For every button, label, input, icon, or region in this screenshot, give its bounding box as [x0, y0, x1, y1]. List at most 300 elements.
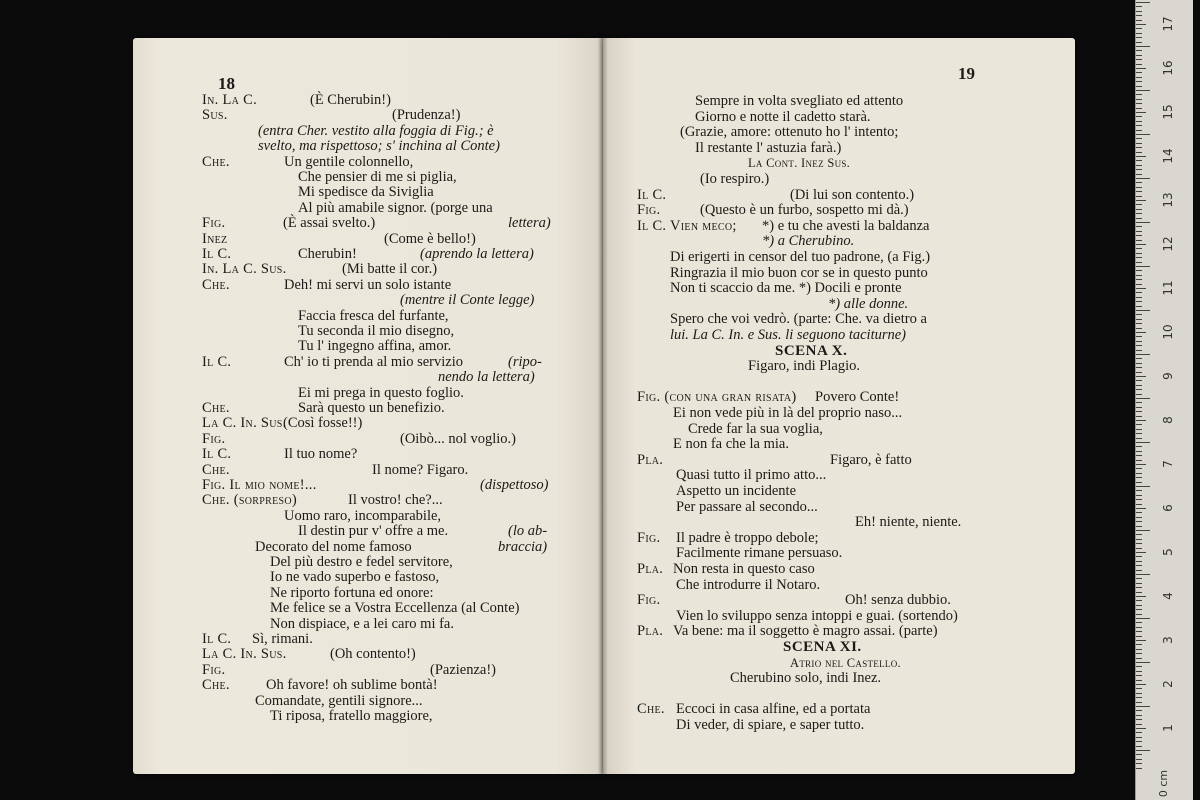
- ruler-tick: [1136, 631, 1142, 632]
- ruler-tick: [1136, 72, 1142, 73]
- speaker-label: Che.: [202, 461, 230, 478]
- verse-line: Il nome? Figaro.: [372, 461, 469, 478]
- ruler-tick: [1136, 253, 1142, 254]
- ruler-tick: [1136, 424, 1142, 425]
- ruler-tick: [1136, 530, 1150, 531]
- ruler-tick: [1136, 468, 1142, 469]
- scene-heading: SCENA X.: [775, 342, 848, 359]
- speaker-label: Inez: [202, 230, 228, 247]
- ruler-tick: [1136, 187, 1142, 188]
- verse-line: (Così fosse!!): [283, 415, 363, 432]
- speaker-label: In. La C.: [202, 92, 258, 108]
- ruler-tick: [1136, 108, 1142, 109]
- ruler-tick: [1136, 191, 1142, 192]
- ruler-tick: [1136, 732, 1142, 733]
- verse-line: Non ti scaccio da me. *) Docili e pronte: [670, 280, 902, 297]
- ruler-label: 12: [1161, 236, 1175, 252]
- ruler-tick: [1136, 314, 1142, 315]
- ruler-tick: [1136, 556, 1142, 557]
- verse-line: Tu l' ingegno affina, amor.: [298, 338, 452, 355]
- ruler-tick: [1136, 402, 1142, 403]
- verse-line: Sempre in volta svegliato ed attento: [695, 93, 904, 109]
- speaker-label: Che.: [202, 400, 230, 416]
- ruler-tick: [1136, 596, 1146, 597]
- verse-line: Eccoci in casa alfine, ed a portata: [676, 701, 871, 718]
- ruler-tick: [1136, 508, 1146, 509]
- verse-line: Figaro, indi Plagio.: [748, 358, 860, 375]
- ruler-tick: [1136, 411, 1142, 412]
- ruler-tick: [1136, 182, 1142, 183]
- ruler-tick: [1136, 319, 1142, 320]
- ruler-tick: [1136, 345, 1142, 346]
- ruler-tick: [1136, 420, 1146, 421]
- verse-line: Non resta in questo caso: [673, 561, 815, 577]
- speaker-label: Fig.: [637, 202, 661, 219]
- verse-line: Sarà questo un benefizio.: [298, 400, 445, 416]
- verse-line: Eh! niente, niente.: [855, 514, 962, 531]
- ruler-tick: [1136, 640, 1146, 641]
- ruler-tick: [1136, 614, 1142, 615]
- ruler-tick: [1136, 693, 1142, 694]
- verse-line: svelto, ma rispettoso; s' inchina al Conte): [258, 138, 500, 155]
- ruler-tick: [1136, 561, 1142, 562]
- ruler-tick: [1136, 213, 1142, 214]
- ruler-tick: [1136, 279, 1142, 280]
- verse-line: lui. La C. In. e Sus. li seguono taciturne): [670, 327, 907, 343]
- ruler-label: 10: [1161, 324, 1175, 340]
- verse-line: Ne riporto fortuna ed onore:: [270, 584, 434, 601]
- ruler-tick: [1136, 543, 1142, 544]
- ruler-tick: [1136, 671, 1142, 672]
- verse-line: Ei mi prega in questo foglio.: [298, 384, 464, 401]
- ruler-tick: [1136, 20, 1142, 21]
- ruler-tick: [1136, 116, 1142, 117]
- verse-line: Comandate, gentili signore...: [255, 692, 423, 709]
- verse-line: Che pensier di me si piglia,: [298, 169, 457, 185]
- verse-line: La Cont. Inez Sus.: [748, 156, 851, 171]
- ruler-tick: [1136, 442, 1150, 443]
- verse-line: Faccia fresca del furfante,: [298, 307, 449, 324]
- ruler-label: 6: [1161, 504, 1175, 512]
- ruler-tick: [1136, 55, 1142, 56]
- ruler-tick: [1136, 94, 1142, 95]
- ruler-label: 9: [1161, 372, 1175, 380]
- verse-line: (È Cherubin!): [310, 92, 391, 108]
- ruler-tick: [1136, 658, 1142, 659]
- verse-line: *) e tu che avesti la baldanza: [762, 217, 930, 234]
- ruler-tick: [1136, 178, 1150, 179]
- verse-line: (Oibò... nol voglio.): [400, 430, 516, 447]
- ruler-tick: [1136, 380, 1142, 381]
- ruler-label: 5: [1161, 548, 1175, 556]
- speaker-label: La C. In. Sus.: [202, 646, 287, 663]
- ruler-tick: [1136, 244, 1146, 245]
- verse-line: (Pazienza!): [430, 661, 497, 678]
- verse-line: Facilmente rimane persuaso.: [676, 545, 843, 562]
- verse-line: Decorato del nome famoso: [255, 538, 412, 555]
- ruler-unit: 0 cm: [1157, 769, 1171, 798]
- book-gutter: [598, 38, 608, 774]
- ruler-label: 1: [1161, 724, 1175, 732]
- ruler-tick: [1136, 728, 1146, 729]
- stage-direction: (ripo-: [508, 353, 542, 370]
- ruler-tick: [1136, 688, 1142, 689]
- ruler-tick: [1136, 328, 1142, 329]
- ruler-tick: [1136, 587, 1142, 588]
- speaker-label: Il C.: [202, 246, 232, 262]
- speaker-label: Fig.: [637, 529, 661, 546]
- scene-heading: SCENA XI.: [783, 639, 862, 655]
- ruler-tick: [1136, 477, 1142, 478]
- ruler-tick: [1136, 495, 1142, 496]
- ruler-tick: [1136, 394, 1142, 395]
- ruler-tick: [1136, 512, 1142, 513]
- ruler-tick: [1136, 235, 1142, 236]
- verse-line: (Grazie, amore: ottenuto ho l' intento;: [680, 124, 899, 141]
- ruler-tick: [1136, 68, 1146, 69]
- ruler-tick: [1136, 310, 1150, 311]
- ruler-tick: [1136, 196, 1142, 197]
- ruler-tick: [1136, 600, 1142, 601]
- ruler-tick: [1136, 724, 1142, 725]
- ruler-tick: [1136, 438, 1142, 439]
- ruler-tick: [1136, 15, 1142, 16]
- ruler-tick: [1136, 121, 1142, 122]
- verse-line: Del più destro e fedel servitore,: [270, 554, 453, 570]
- verse-line: Ti riposa, fratello maggiore,: [270, 708, 433, 724]
- ruler-tick: [1136, 372, 1142, 373]
- ruler-label: 14: [1161, 148, 1175, 164]
- ruler-tick: [1136, 719, 1142, 720]
- ruler-tick: [1136, 125, 1142, 126]
- ruler-tick: [1136, 622, 1142, 623]
- ruler-tick: [1136, 11, 1142, 12]
- ruler-tick: [1136, 367, 1142, 368]
- ruler-tick: [1136, 200, 1146, 201]
- verse-line: Il tuo nome?: [284, 446, 358, 463]
- stage-direction: (aprendo la lettera): [420, 246, 534, 262]
- speaker-label: Il C.: [637, 186, 667, 203]
- ruler-tick: [1136, 358, 1142, 359]
- ruler-tick: [1136, 592, 1142, 593]
- ruler-tick: [1136, 42, 1142, 43]
- ruler-tick: [1136, 644, 1142, 645]
- speaker-label: Che.: [202, 153, 230, 170]
- ruler-tick: [1136, 675, 1142, 676]
- verse-line: (Oh contento!): [330, 646, 416, 663]
- ruler-tick: [1136, 143, 1142, 144]
- ruler-tick: [1136, 446, 1142, 447]
- ruler-tick: [1136, 226, 1142, 227]
- ruler-tick: [1136, 152, 1142, 153]
- ruler-tick: [1136, 578, 1142, 579]
- ruler-tick: [1136, 486, 1150, 487]
- speaker-label: Che.: [637, 701, 665, 718]
- verse-line: Il padre è troppo debole;: [676, 529, 819, 546]
- verse-line: Di veder, di spiare, e saper tutto.: [676, 717, 865, 733]
- ruler-tick: [1136, 548, 1142, 549]
- ruler-tick: [1136, 270, 1142, 271]
- verse-line: (Mi batte il cor.): [342, 261, 438, 278]
- ruler-tick: [1136, 376, 1146, 377]
- ruler-label: 13: [1161, 192, 1175, 208]
- verse-line: Che introdurre il Notaro.: [676, 576, 821, 593]
- ruler-tick: [1136, 460, 1142, 461]
- speaker-label: Pla.: [637, 623, 664, 640]
- ruler-tick: [1136, 737, 1142, 738]
- verse-line: Il vostro! che?...: [348, 492, 443, 509]
- speaker-label: Fig.: [202, 215, 226, 232]
- verse-line: Oh! senza dubbio.: [845, 592, 951, 609]
- ruler-tick: [1136, 323, 1142, 324]
- left-page-number: 18: [218, 74, 235, 93]
- verse-line: (Questo è un furbo, sospetto mi dà.): [700, 202, 909, 219]
- ruler-tick: [1136, 284, 1142, 285]
- ruler-tick: [1136, 218, 1142, 219]
- speaker-label: Fig.: [202, 430, 226, 447]
- ruler-tick: [1136, 636, 1142, 637]
- verse-line: Io ne vado superbo e fastoso,: [270, 569, 440, 586]
- verse-line: *) alle donne.: [828, 295, 909, 312]
- ruler-tick: [1136, 306, 1142, 307]
- verse-line: Il restante l' astuzia farà.): [695, 139, 842, 156]
- stage-direction: braccia): [498, 538, 548, 555]
- speaker-label: Pla.: [637, 561, 664, 577]
- ruler-tick: [1136, 570, 1142, 571]
- verse-line: nendo la lettera): [438, 369, 535, 386]
- ruler-tick: [1136, 350, 1142, 351]
- speaker-label: In. La C. Sus.: [202, 261, 287, 278]
- ruler-tick: [1136, 517, 1142, 518]
- ruler-tick: [1136, 759, 1142, 760]
- verse-line: (Prudenza!): [392, 107, 461, 124]
- ruler-tick: [1136, 112, 1146, 113]
- verse-line: Oh favore! oh sublime bontà!: [266, 677, 438, 694]
- ruler-tick: [1136, 77, 1142, 78]
- stage-direction: (lo ab-: [508, 523, 548, 540]
- ruler-tick: [1136, 398, 1150, 399]
- speaker-label: Il C.: [202, 631, 232, 647]
- ruler-tick: [1136, 37, 1142, 38]
- verse-line: Va bene: ma il soggetto è magro assai. (parte): [673, 623, 938, 640]
- ruler-label: 15: [1161, 104, 1175, 120]
- ruler-tick: [1136, 482, 1142, 483]
- verse-line: (Come è bello!): [384, 230, 476, 247]
- speaker-label: Che.: [202, 677, 230, 694]
- ruler-tick: [1136, 156, 1146, 157]
- ruler-tick: [1136, 301, 1142, 302]
- verse-line: Crede far la sua voglia,: [688, 420, 823, 437]
- speaker-label: La C. In. Sus.: [202, 415, 287, 432]
- ruler-tick: [1136, 262, 1142, 263]
- ruler-tick: [1136, 160, 1142, 161]
- ruler-tick: [1136, 552, 1146, 553]
- verse-line: Mi spedisce da Siviglia: [298, 184, 434, 201]
- ruler-tick: [1136, 702, 1142, 703]
- ruler-tick: [1136, 257, 1142, 258]
- ruler-tick: [1136, 680, 1142, 681]
- ruler-tick: [1136, 64, 1142, 65]
- ruler-tick: [1136, 754, 1142, 755]
- ruler-tick: [1136, 715, 1142, 716]
- verse-line: *) a Cherubino.: [762, 233, 855, 250]
- verse-line: Cherubino solo, indi Inez.: [730, 670, 882, 687]
- ruler-tick: [1136, 539, 1142, 540]
- ruler-tick: [1136, 231, 1142, 232]
- right-page-number: 19: [958, 64, 975, 83]
- verse-line: Ch' io ti prenda al mio servizio: [284, 353, 463, 370]
- verse-line: E non fa che la mia.: [673, 436, 789, 453]
- ruler-tick: [1136, 354, 1150, 355]
- ruler-tick: [1136, 28, 1142, 29]
- ruler-label: 17: [1161, 16, 1175, 32]
- speaker-label: Il C. Vien meco;: [637, 217, 737, 234]
- speaker-label: Il C.: [202, 446, 232, 463]
- verse-line: Un gentile colonnello,: [284, 153, 414, 170]
- ruler-tick: [1136, 385, 1142, 386]
- ruler-tick: [1136, 750, 1150, 751]
- speaker-label: Che. (sorpreso): [202, 492, 297, 509]
- ruler-tick: [1136, 583, 1142, 584]
- speaker-label: Fig.: [202, 661, 226, 678]
- verse-line: Atrio nel Castello.: [790, 655, 901, 670]
- ruler-tick: [1136, 288, 1146, 289]
- ruler-label: 7: [1161, 460, 1175, 468]
- ruler-tick: [1136, 389, 1142, 390]
- ruler-tick: [1136, 451, 1142, 452]
- ruler-tick: [1136, 24, 1146, 25]
- ruler-label: 16: [1161, 60, 1175, 76]
- ruler-tick: [1136, 504, 1142, 505]
- speaker-label: Fig. (con una gran risata): [637, 389, 797, 406]
- ruler-tick: [1136, 416, 1142, 417]
- ruler-label: 3: [1161, 636, 1175, 644]
- verse-line: Tu seconda il mio disegno,: [298, 323, 455, 339]
- ruler-tick: [1136, 204, 1142, 205]
- ruler-tick: [1136, 46, 1150, 47]
- speaker-label: Che.: [202, 276, 230, 293]
- verse-line: Non dispiace, e a lei caro mi fa.: [270, 615, 454, 632]
- speaker-label: Sus.: [202, 107, 228, 124]
- speaker-label: Il C.: [202, 353, 232, 370]
- verse-line: Me felice se a Vostra Eccellenza (al Conte): [270, 600, 520, 617]
- verse-line: (dispettoso): [480, 477, 549, 493]
- ruler-tick: [1136, 209, 1142, 210]
- ruler-tick: [1136, 169, 1142, 170]
- ruler-tick: [1136, 618, 1150, 619]
- verse-line: Di erigerti in censor del tuo padrone, (a Fig.): [670, 249, 931, 265]
- measuring-ruler: [1135, 0, 1193, 800]
- ruler-tick: [1136, 653, 1142, 654]
- ruler-tick: [1136, 90, 1150, 91]
- ruler-tick: [1136, 222, 1150, 223]
- verse-line: Deh! mi servi un solo istante: [284, 276, 452, 293]
- ruler-tick: [1136, 50, 1142, 51]
- ruler-tick: [1136, 763, 1142, 764]
- ruler-tick: [1136, 138, 1142, 139]
- ruler-tick: [1136, 134, 1150, 135]
- ruler-tick: [1136, 147, 1142, 148]
- ruler-tick: [1136, 81, 1142, 82]
- ruler-tick: [1136, 130, 1142, 131]
- speaker-label: Fig.: [637, 592, 661, 609]
- ruler-tick: [1136, 33, 1142, 34]
- ruler-tick: [1136, 275, 1142, 276]
- ruler-tick: [1136, 240, 1142, 241]
- ruler-label: 4: [1161, 592, 1175, 600]
- ruler-tick: [1136, 746, 1142, 747]
- ruler-tick: [1136, 609, 1142, 610]
- ruler-tick: [1136, 86, 1142, 87]
- verse-line: Per passare al secondo...: [676, 498, 818, 515]
- ruler-tick: [1136, 526, 1142, 527]
- ruler-tick: [1136, 433, 1142, 434]
- verse-line: (Io respiro.): [700, 171, 770, 187]
- ruler-tick: [1136, 59, 1142, 60]
- ruler-tick: [1136, 574, 1150, 575]
- verse-line: Al più amabile signor. (porge una: [298, 199, 493, 216]
- verse-line: Spero che voi vedrò. (parte: Che. va dietro a: [670, 311, 927, 328]
- speaker-label: Fig. Il mio nome!...: [202, 477, 317, 493]
- verse-line: Uomo raro, incomparabile,: [284, 507, 442, 524]
- ruler-tick: [1136, 662, 1150, 663]
- stage-direction: lettera): [508, 215, 551, 232]
- verse-line: Povero Conte!: [815, 389, 900, 406]
- ruler-label: 8: [1161, 416, 1175, 424]
- verse-line: Il destin pur v' offre a me.: [298, 523, 449, 540]
- verse-line: Sì, rimani.: [252, 631, 313, 647]
- ruler-tick: [1136, 103, 1142, 104]
- verse-line: Ei non vede più in là del proprio naso...: [673, 405, 903, 421]
- ruler-tick: [1136, 336, 1142, 337]
- verse-line: Vien lo sviluppo senza intoppi e guai. (sortendo): [676, 607, 958, 624]
- ruler-tick: [1136, 266, 1150, 267]
- ruler-tick: [1136, 534, 1142, 535]
- ruler-label: 11: [1161, 280, 1175, 296]
- ruler-tick: [1136, 248, 1142, 249]
- verse-line: (Di lui son contento.): [790, 186, 915, 203]
- ruler-tick: [1136, 6, 1142, 7]
- verse-line: Figaro, è fatto: [830, 451, 912, 468]
- ruler-tick: [1136, 341, 1142, 342]
- ruler-tick: [1136, 499, 1142, 500]
- ruler-tick: [1136, 174, 1142, 175]
- ruler-tick: [1136, 297, 1142, 298]
- verse-line: Aspetto un incidente: [676, 483, 797, 499]
- speaker-label: Pla.: [637, 451, 664, 468]
- verse-line: (mentre il Conte legge): [400, 292, 535, 309]
- ruler-tick: [1136, 697, 1142, 698]
- ruler-tick: [1136, 490, 1142, 491]
- verse-line: Ringrazia il mio buon cor se in questo punto: [670, 264, 928, 281]
- ruler-tick: [1136, 768, 1142, 769]
- ruler-tick: [1136, 165, 1142, 166]
- ruler-tick: [1136, 741, 1142, 742]
- ruler-tick: [1136, 666, 1142, 667]
- ruler-tick: [1136, 473, 1142, 474]
- ruler-tick: [1136, 407, 1142, 408]
- verse-line: (È assai svelto.): [283, 215, 376, 232]
- ruler-tick: [1136, 684, 1146, 685]
- ruler-label: 2: [1161, 680, 1175, 688]
- verse-line: Giorno e notte il cadetto starà.: [695, 108, 871, 125]
- ruler-tick: [1136, 521, 1142, 522]
- ruler-tick: [1136, 332, 1146, 333]
- verse-line: Quasi tutto il primo atto...: [676, 467, 827, 484]
- ruler-tick: [1136, 99, 1142, 100]
- verse-line: (entra Cher. vestito alla foggia di Fig.; è: [258, 122, 494, 139]
- verse-line: Cherubin!: [298, 246, 357, 262]
